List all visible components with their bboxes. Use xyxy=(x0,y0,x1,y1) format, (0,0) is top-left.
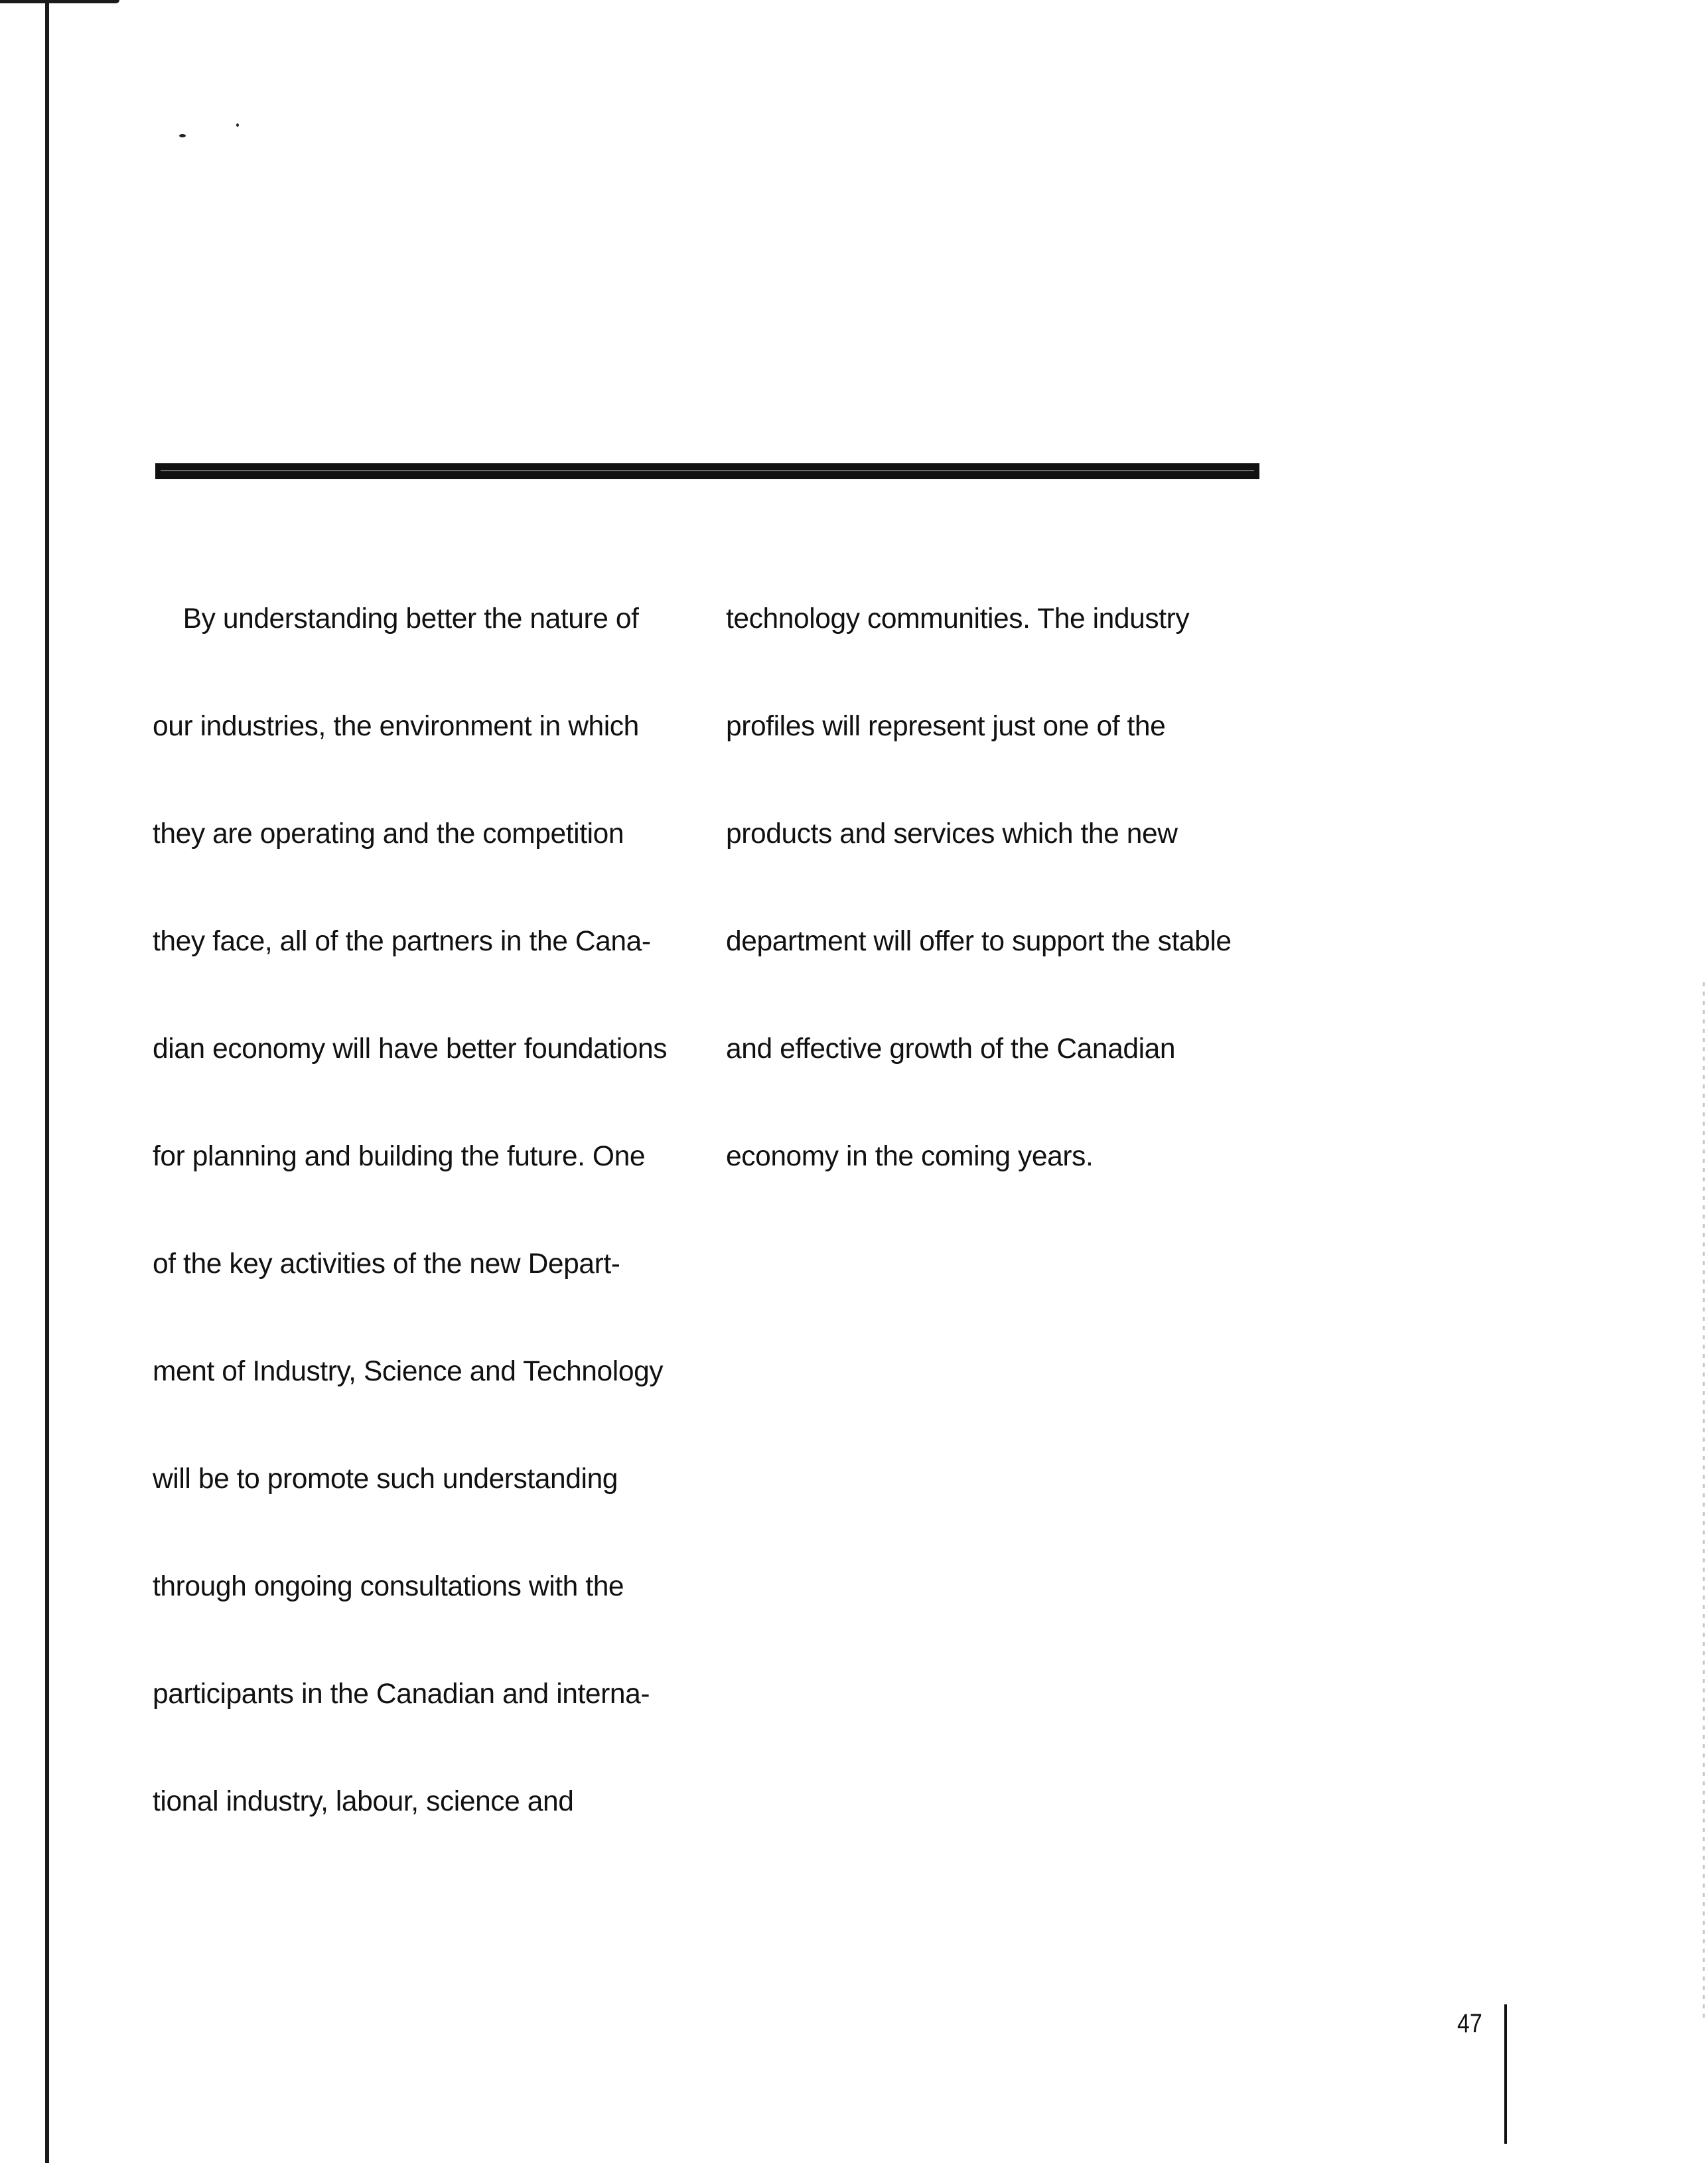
paragraph-line: for planning and building the future. One xyxy=(153,1141,646,1172)
scan-speck xyxy=(179,134,186,137)
paragraph-line: through ongoing consultations with the xyxy=(153,1571,624,1602)
paragraph-line: economy in the coming years. xyxy=(726,1141,1094,1172)
paragraph-line: our industries, the environment in which xyxy=(153,711,639,742)
paragraph-line: technology communities. The industry xyxy=(726,603,1190,634)
paragraph-line: dian economy will have better foundations xyxy=(153,1033,668,1065)
scan-edge-left xyxy=(45,0,49,2163)
paragraph-line: participants in the Canadian and interna- xyxy=(153,1678,650,1710)
section-rule-highlight xyxy=(161,470,1254,471)
page-number-bar xyxy=(1504,2004,1507,2144)
paragraph-line: and effective growth of the Canadian xyxy=(726,1033,1176,1065)
scan-speck xyxy=(236,123,239,127)
paragraph-line: of the key activities of the new Depart- xyxy=(153,1248,620,1280)
paragraph-line: By understanding better the nature of xyxy=(182,603,639,634)
paragraph-line: they face, all of the partners in the Cana- xyxy=(153,926,651,957)
scan-edge-top xyxy=(0,0,119,3)
left-text-column xyxy=(153,530,697,1856)
scan-edge-right xyxy=(1703,982,1705,2018)
paragraph-line: ment of Industry, Science and Technology xyxy=(153,1356,664,1387)
paragraph-line: will be to promote such understanding xyxy=(153,1463,618,1495)
paragraph-line: they are operating and the competition xyxy=(153,818,624,850)
paragraph-line: tional industry, labour, science and xyxy=(153,1786,574,1817)
page-number: 47 xyxy=(1457,2009,1482,2038)
paragraph-line: department will offer to support the stable xyxy=(726,926,1232,957)
section-rule xyxy=(155,463,1259,479)
paragraph-line: products and services which the new xyxy=(726,818,1178,850)
paragraph-line: profiles will represent just one of the xyxy=(726,711,1166,742)
right-text-column xyxy=(726,530,1270,1211)
